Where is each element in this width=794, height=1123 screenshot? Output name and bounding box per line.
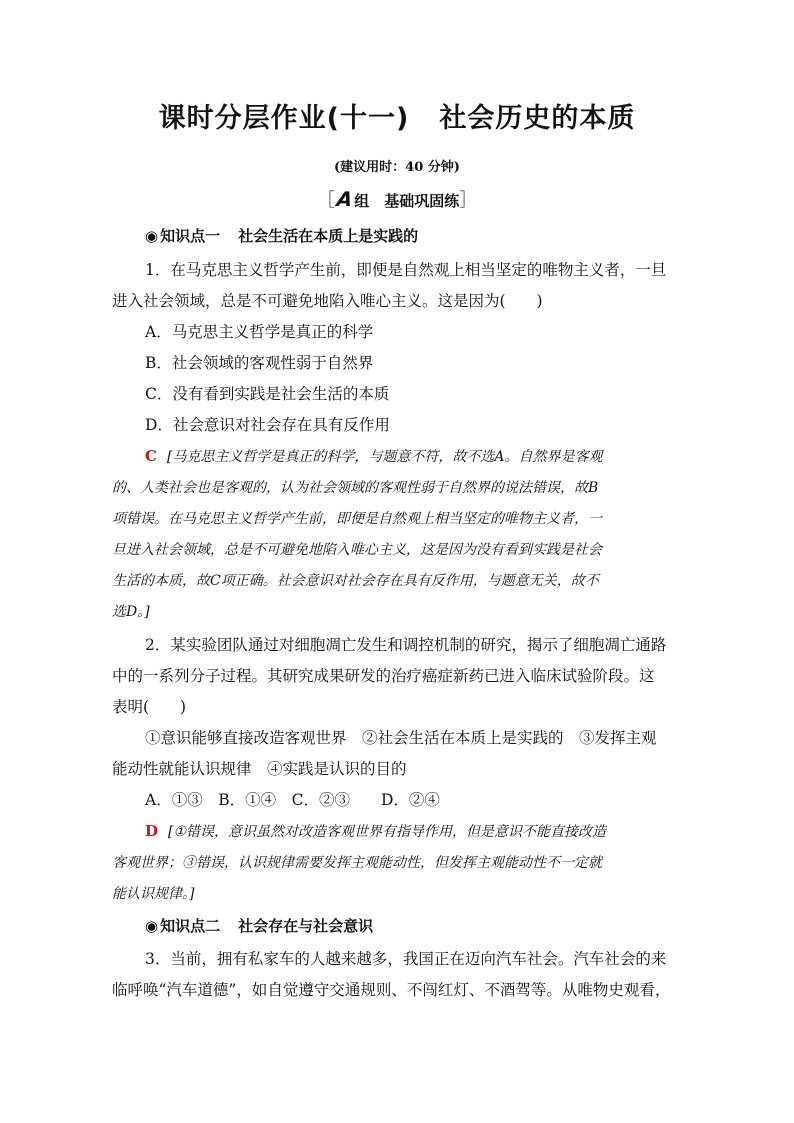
q2-explanation-text-1: [①错误，意识虽然对改造客观世界有指导作用，但是意识不能直接改造 bbox=[168, 824, 607, 840]
q2-stem-line-2: 中的一系列分子过程。其研究成果研发的治疗癌症新药已进入临床试验阶段。这 bbox=[112, 667, 655, 685]
section-heading bbox=[0, 186, 794, 212]
title-topic: 社会历史的本质 bbox=[439, 103, 636, 134]
q1-option-d: D．社会意识对社会存在具有反作用 bbox=[145, 416, 390, 434]
q2-explanation-line-3: 能认识规律。] bbox=[112, 886, 195, 902]
q2-answer-letter: D bbox=[145, 822, 159, 840]
q2-statements-line-1: ①意识能够直接改造客观世界 ②社会生活在本质上是实践的 ③发挥主观 bbox=[145, 729, 657, 747]
section-group-letter: A bbox=[335, 187, 354, 211]
section-close-bracket: ］ bbox=[459, 190, 478, 211]
kp1-label: 知识点一 bbox=[160, 227, 221, 245]
q2-stem-line-1: 2．某实验团队通过对细胞凋亡发生和调控机制的研究，揭示了细胞凋亡通路 bbox=[145, 636, 667, 654]
q3-stem-line-1: 3．当前，拥有私家车的人越来越多，我国正在迈向汽车社会。汽车社会的来 bbox=[145, 950, 667, 968]
knowledge-point-2 bbox=[145, 915, 715, 936]
q3-stem-line-2: 临呼唤“汽车道德”，如自觉遵守交通规则、不闯红灯、不酒驾等。从唯物史观看， bbox=[112, 981, 671, 999]
page-title bbox=[0, 96, 794, 135]
q1-explanation-text-1: [马克思主义哲学是真正的科学，与题意不符，故不选A。自然界是客观 bbox=[166, 449, 603, 465]
q1-explanation-line-5: 生活的本质，故C项正确。社会意识对社会存在具有反作用，与题意无关，故不 bbox=[112, 573, 599, 589]
q1-explanation-line-6: 选D。] bbox=[112, 604, 150, 620]
q1-answer-letter: C bbox=[145, 447, 157, 465]
q2-explanation-line-2: 客观世界；③错误，认识规律需要发挥主观能动性，但发挥主观能动性不一定就 bbox=[112, 855, 602, 871]
q2-stem-line-3: 表明( ) bbox=[112, 698, 187, 716]
q2-explanation-line-1 bbox=[145, 821, 715, 841]
q1-stem-line-2: 进入社会领域，总是不可避免地陷入唯心主义。这是因为( ) bbox=[112, 292, 543, 310]
q2-statements-line-2: 能动性就能认识规律 ④实践是认识的目的 bbox=[112, 760, 407, 778]
q1-explanation-line-4: 旦进入社会领域，总是不可避免地陷入唯心主义，这是因为没有看到实践是社会 bbox=[112, 542, 602, 558]
kp1-title: 社会生活在本质上是实践的 bbox=[238, 227, 419, 245]
section-open-bracket: ［ bbox=[316, 190, 335, 211]
title-main: 课时分层作业(十一) bbox=[158, 103, 410, 134]
knowledge-point-1 bbox=[145, 225, 715, 246]
q1-explanation-line-2: 的、人类社会也是客观的，认为社会领域的客观性弱于自然界的说法错误，故B bbox=[112, 480, 599, 496]
q1-stem-line-1: 1．在马克思主义哲学产生前，即便是自然观上相当坚定的唯物主义者，一旦 bbox=[145, 261, 667, 279]
section-label: 组 基础巩固练 bbox=[354, 192, 460, 210]
q1-option-c: C．没有看到实践是社会生活的本质 bbox=[145, 385, 390, 403]
kp2-label: 知识点二 bbox=[160, 917, 221, 935]
q1-option-b: B．社会领域的客观性弱于自然界 bbox=[145, 354, 374, 372]
bullet-icon: ◉ bbox=[145, 917, 159, 935]
bullet-icon: ◉ bbox=[145, 227, 159, 245]
suggested-time: (建议用时：40 分钟) bbox=[334, 160, 460, 175]
q1-option-a: A．马克思主义哲学是真正的科学 bbox=[145, 323, 374, 341]
kp2-title: 社会存在与社会意识 bbox=[238, 917, 374, 935]
q1-explanation-line-3: 项错误。在马克思主义哲学产生前，即便是自然观上相当坚定的唯物主义者，一 bbox=[112, 511, 602, 527]
q1-explanation-line-1 bbox=[145, 446, 715, 466]
q2-options: A．①③ B．①④ C．②③ D．②④ bbox=[145, 791, 440, 809]
